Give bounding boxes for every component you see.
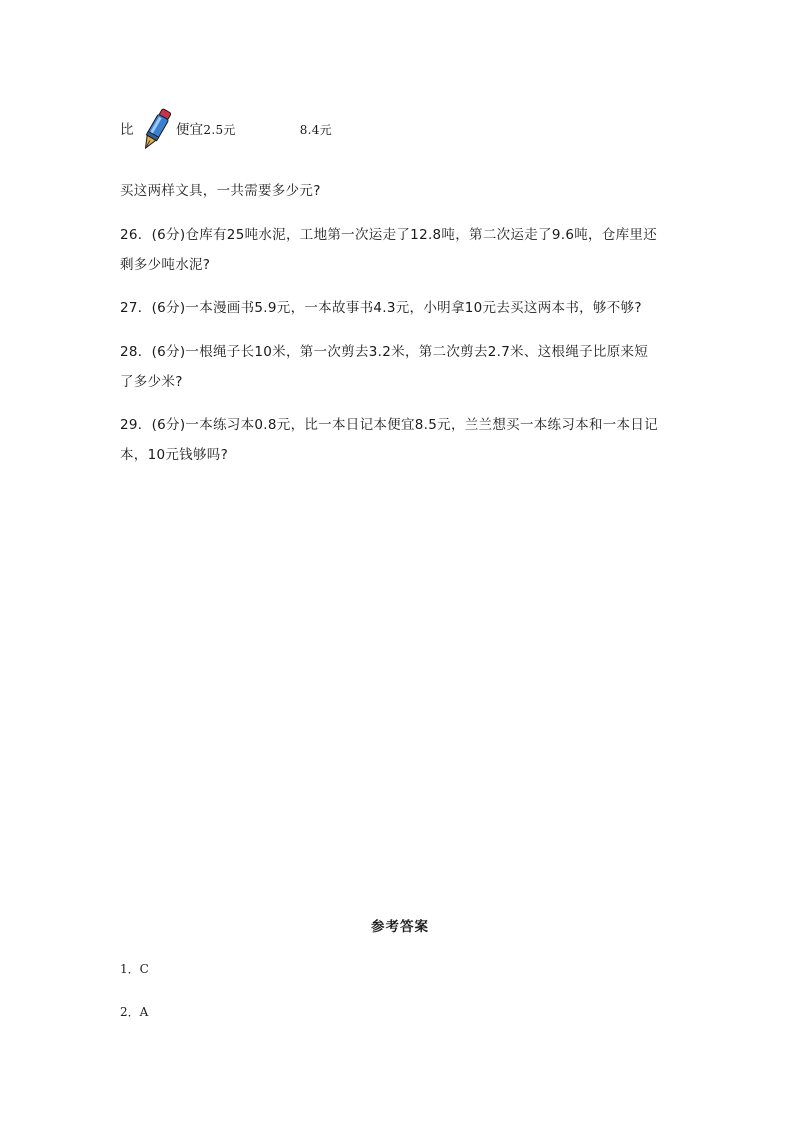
pen-comparison-row (120, 110, 332, 150)
question-29-line-2: 本，10元钱够吗? (120, 447, 229, 463)
fountain-pen-icon (136, 107, 176, 153)
question-intro: 买这两样文具，一共需要多少元? (120, 183, 321, 199)
question-28-line-1: 28．(6分)一根绳子长10米，第一次剪去3.2米，第二次剪去2.7米、这根绳子比原来短 (120, 344, 649, 360)
answers-heading: 参考答案 (371, 919, 429, 935)
answer-item: 2．A (120, 1005, 149, 1019)
answer-item: 1．C (120, 962, 149, 976)
question-26-line-1: 26．(6分)仓库有25吨水泥，工地第一次运走了12.8吨，第二次运走了9.6吨，仓库里还 (120, 227, 658, 243)
pen-row-prefix: 比 (120, 122, 134, 138)
pen-row-amount-1: 2.5元 (203, 123, 236, 137)
pen-row-cheaper-label: 便宜 (175, 122, 204, 138)
question-27-line-1: 27．(6分)一本漫画书5.9元，一本故事书4.3元，小明拿10元去买这两本书，够不够? (120, 300, 642, 316)
pen-row-amount-2: 8.4元 (299, 123, 333, 137)
question-28-line-2: 了多少米? (120, 374, 183, 390)
question-29-line-1: 29．(6分)一本练习本0.8元，比一本日记本便宜8.5元，兰兰想买一本练习本和一本日记 (120, 417, 658, 433)
question-26-line-2: 剩多少吨水泥? (120, 257, 211, 273)
